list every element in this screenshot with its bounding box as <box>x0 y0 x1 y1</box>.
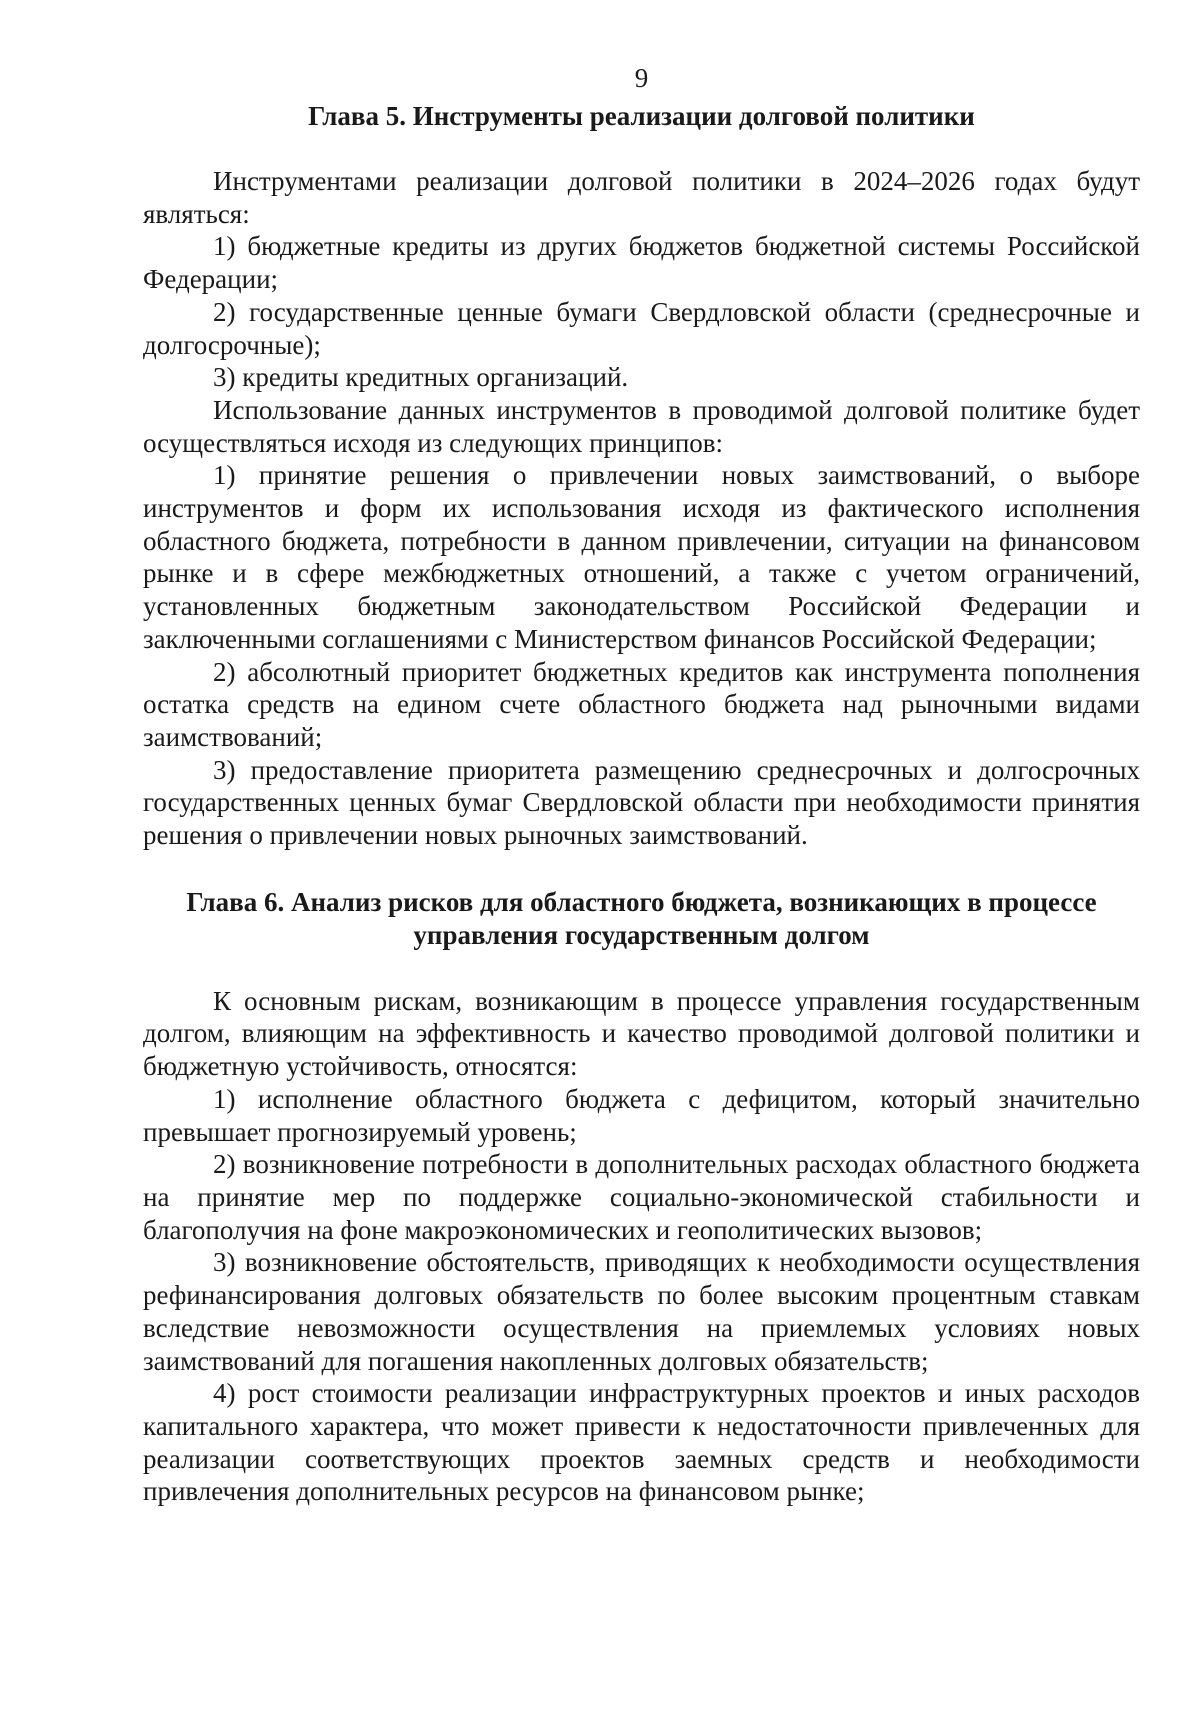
chapter-5-principle-3: 3) предоставление приоритета размещению среднесрочных и долгосрочных государственных ценных бумаг Свердловской области при необходимости принятия решения о привлечении новых рыночных заимствований. <box>143 754 1140 851</box>
chapter-6-title <box>143 886 1140 952</box>
chapter-5-principle-1: 1) принятие решения о привлечении новых заимствований, о выборе инструментов и форм их использования исходя из фактического исполнения областного бюджета, потребности в данном привлечении, ситуации на финансовом рынке и в сфере межбюджетных отношений, а также с учетом ограничений, установленных бюджетным законодательством Российской Федерации и заключенными соглашениями с Министерством финансов Российской Федерации; <box>143 460 1140 654</box>
chapter-5-instrument-1: 1) бюджетные кредиты из других бюджетов бюджетной системы Российской Федерации; <box>143 231 1140 295</box>
chapter-5-instrument-2: 2) государственные ценные бумаги Свердловской области (среднесрочные и долгосрочные); <box>143 296 1140 360</box>
chapter-6-title-line-2: управления государственным долгом <box>413 919 870 950</box>
chapter-5-title: Глава 5. Инструменты реализации долговой политики <box>308 101 975 131</box>
chapter-6-risk-4: 4) рост стоимости реализации инфраструктурных проектов и иных расходов капитального характера, что может привести к недостаточности привлеченных для реализации соответствующих проектов заемных средств и необходимости привлечения дополнительных ресурсов на финансовом рынке; <box>143 1378 1140 1507</box>
chapter-6-risk-3: 3) возникновение обстоятельств, приводящих к необходимости осуществления рефинансирования долговых обязательств по более высоким процентным ставкам вследствие невозможности осуществления на приемлемых условиях новых заимствований для погашения накопленных долговых обязательств; <box>143 1247 1140 1376</box>
chapter-5-instrument-3: 3) кредиты кредитных организаций. <box>213 362 629 393</box>
chapter-5-intro: Инструментами реализации долговой политики в 2024–2026 годах будут являться: <box>143 166 1140 229</box>
chapter-6-intro: К основным рискам, возникающим в процессе управления государственным долгом, влияющим на эффективность и качество проводимой долговой политики и бюджетную устойчивость, относятся: <box>143 985 1140 1082</box>
chapter-5-principle-2: 2) абсолютный приоритет бюджетных кредитов как инструмента пополнения остатка средств на едином счете областного бюджета над рыночными видами заимствований; <box>143 656 1140 752</box>
chapter-6-risk-2: 2) возникновение потребности в дополнительных расходах областного бюджета на принятие мер по поддержке социально-экономической стабильности и благополучия на фоне макроэкономических и геополитических вызовов; <box>143 1149 1140 1245</box>
chapter-6-risk-1: 1) исполнение областного бюджета с дефицитом, который значительно превышает прогнозируемый уровень; <box>143 1083 1140 1147</box>
chapter-6-body <box>143 985 1140 1508</box>
document-page <box>143 58 1140 1508</box>
chapter-5-body <box>143 165 1140 852</box>
chapter-5-principles-intro: Использование данных инструментов в проводимой долговой политике будет осуществляться исходя из следующих принципов: <box>143 394 1140 458</box>
chapter-6-title-line-1: Глава 6. Анализ рисков для областного бюджета, возникающих в процессе <box>186 886 1097 917</box>
page-number: 9 <box>634 63 649 93</box>
